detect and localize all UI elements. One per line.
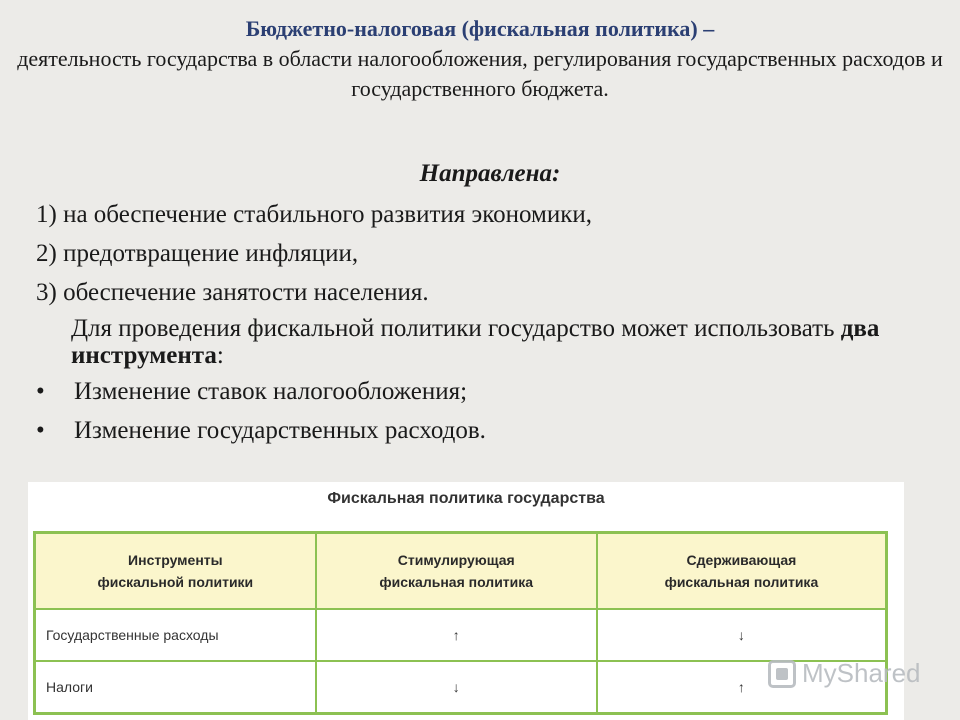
bullet-text: Изменение ставок налогообложения; — [74, 378, 468, 405]
bullet-icon: • — [36, 378, 45, 405]
fiscal-policy-table — [33, 531, 888, 715]
logo-icon — [768, 660, 796, 688]
bullet-text: Изменение государственных расходов. — [74, 417, 486, 444]
header-instruments: Инструменты фискальной политики — [35, 533, 316, 610]
table-title: Фискальная политика государства — [327, 490, 605, 507]
slide-body — [36, 198, 936, 453]
paragraph-colon: : — [216, 342, 224, 369]
bullet-icon: • — [36, 417, 45, 444]
table-row — [35, 609, 887, 661]
watermark — [768, 658, 921, 689]
paragraph-text: Для проведения фискальной политики государство может использовать — [71, 315, 841, 342]
arrow-down-icon: ↓ — [597, 609, 887, 661]
watermark-text: MyShared — [802, 658, 921, 688]
arrow-down-icon: ↓ — [316, 661, 597, 714]
list-item: 2) предотвращение инфляции, — [36, 240, 359, 267]
instruments-paragraph — [36, 315, 936, 369]
list-item: 1) на обеспечение стабильного развития экономики, — [36, 201, 592, 228]
table-row — [35, 661, 887, 714]
row-label: Налоги — [35, 661, 316, 714]
list-item: 3) обеспечение занятости населения. — [36, 279, 429, 306]
slide-title — [0, 14, 960, 104]
header-stimulating: Стимулирующая фискальная политика — [316, 533, 597, 610]
paragraph-emphasis: два инструмента — [71, 315, 880, 369]
table-header-row — [35, 533, 887, 610]
arrow-up-icon: ↑ — [597, 661, 887, 714]
bullet-item — [36, 375, 936, 408]
arrow-up-icon: ↑ — [316, 609, 597, 661]
header-restraining: Сдерживающая фискальная политика — [597, 533, 887, 610]
title-term: Бюджетно-налоговая (фискальная политика) – — [245, 16, 715, 41]
bullet-item — [36, 414, 936, 447]
section-heading: Направлена: — [419, 160, 561, 187]
row-label: Государственные расходы — [35, 609, 316, 661]
title-definition: деятельность государства в области налогообложения, регулирования государственных расходов и государственного бюджета. — [17, 46, 943, 101]
